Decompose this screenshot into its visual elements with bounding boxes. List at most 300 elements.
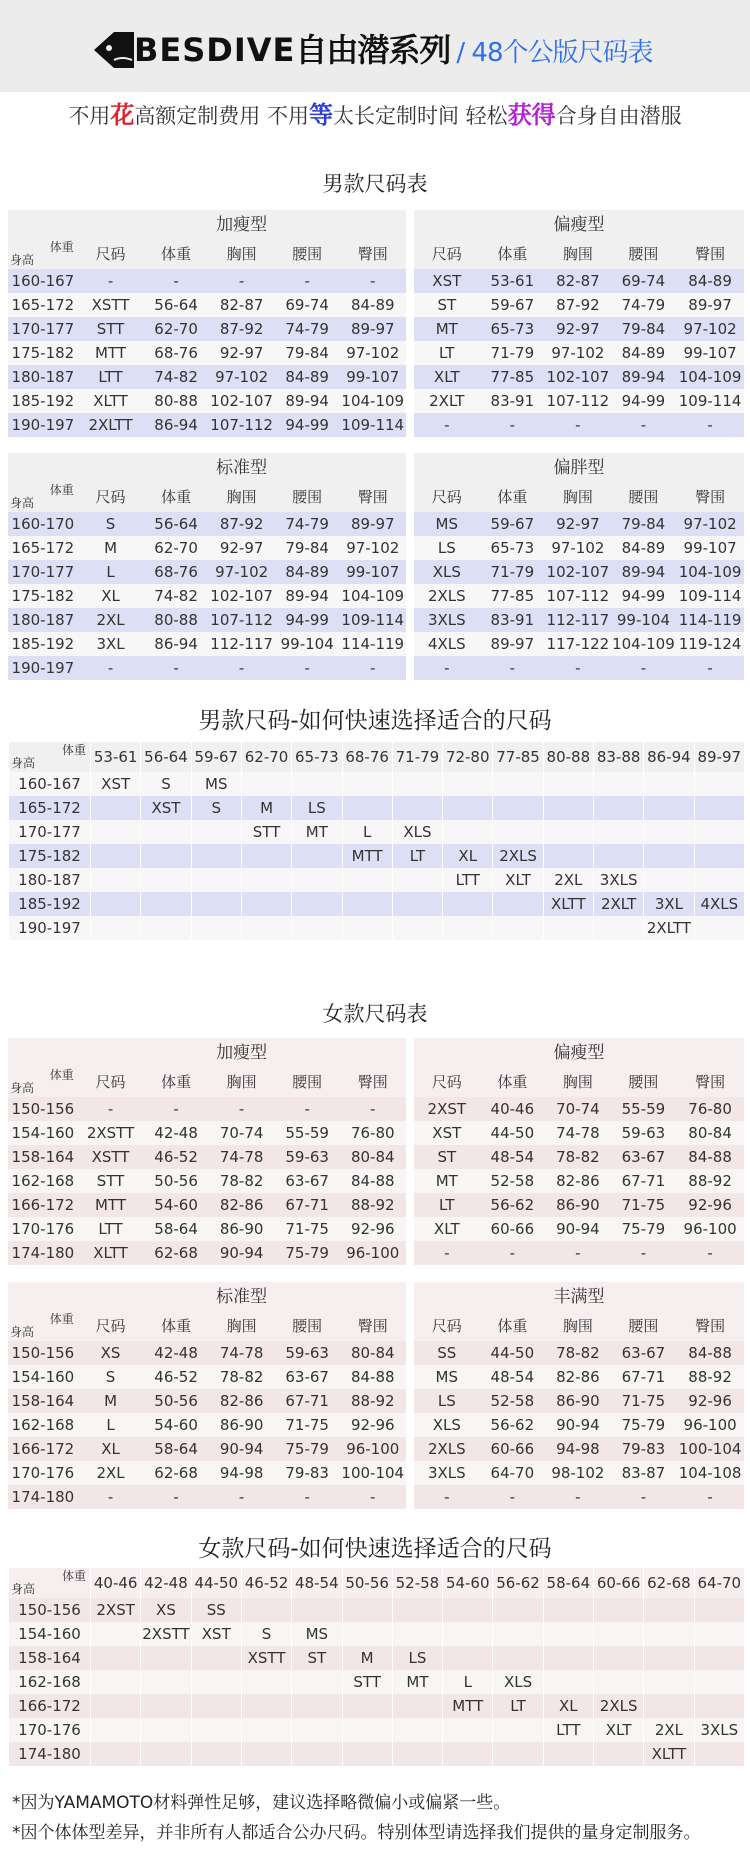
size-cell [191, 844, 241, 868]
size-cell: 90-94 [209, 1241, 275, 1265]
size-cell [543, 772, 593, 796]
size-cell [90, 1718, 140, 1742]
size-cell: 71-75 [611, 1193, 677, 1217]
size-cell: 86-90 [209, 1413, 275, 1437]
size-cell [543, 916, 593, 940]
size-cell: 58-64 [143, 1437, 209, 1461]
size-cell: - [78, 656, 144, 680]
size-cell: 65-73 [480, 536, 546, 560]
size-cell [140, 820, 190, 844]
size-cell: 74-79 [611, 293, 677, 317]
size-cell [442, 820, 492, 844]
size-cell: 79-83 [274, 1461, 340, 1485]
corner-header [8, 1568, 90, 1598]
size-cell: 99-107 [340, 560, 406, 584]
size-cell: 94-99 [274, 608, 340, 632]
table-row [8, 1169, 744, 1193]
col-header: 胸围 [209, 482, 275, 512]
women-table-1 [8, 1038, 744, 1265]
size-cell: 68-76 [143, 341, 209, 365]
weight-header: 53-61 [90, 742, 140, 772]
col-header: 尺码 [414, 1311, 480, 1341]
size-cell: 86-94 [143, 632, 209, 656]
size-cell [643, 820, 693, 844]
table-row [8, 512, 744, 536]
size-cell: 74-78 [209, 1145, 275, 1169]
weight-header: 89-97 [694, 742, 744, 772]
size-cell [241, 772, 291, 796]
table-row [8, 1742, 744, 1766]
size-cell: 48-54 [480, 1365, 546, 1389]
weight-header: 54-60 [442, 1568, 492, 1598]
weight-header: 62-68 [643, 1568, 693, 1598]
size-cell: - [611, 413, 677, 437]
size-cell [643, 1670, 693, 1694]
size-cell: MT [291, 820, 341, 844]
corner-weight-label: 体重 [49, 1068, 74, 1082]
size-cell: 97-102 [676, 512, 744, 536]
size-cell: 92-96 [340, 1217, 406, 1241]
height-range: 170-177 [8, 317, 78, 341]
size-cell: 89-97 [676, 293, 744, 317]
size-cell [90, 1646, 140, 1670]
size-cell: 63-67 [274, 1365, 340, 1389]
size-cell [492, 772, 542, 796]
size-cell [392, 1598, 442, 1622]
size-cell: 2XL [543, 868, 593, 892]
corner-weight-label: 体重 [49, 240, 74, 254]
size-cell: 107-112 [209, 608, 275, 632]
size-cell: M [342, 1646, 392, 1670]
size-cell: LTT [543, 1718, 593, 1742]
height-range: 165-172 [8, 293, 78, 317]
size-cell: 75-79 [611, 1217, 677, 1241]
size-cell: 62-68 [143, 1461, 209, 1485]
size-cell: 2XLS [492, 844, 542, 868]
size-cell [241, 916, 291, 940]
height-range: 175-182 [8, 844, 90, 868]
size-cell: 74-78 [209, 1341, 275, 1365]
size-cell [492, 1646, 542, 1670]
height-range: 185-192 [8, 389, 78, 413]
size-cell: 97-102 [545, 341, 611, 365]
size-cell: - [143, 1485, 209, 1509]
men-quick-title: 男款尺码-如何快速选择适合的尺码 [198, 708, 552, 734]
group-title-right: 偏瘦型 [414, 210, 744, 239]
height-range: 174-180 [8, 1742, 90, 1766]
size-cell: 92-96 [676, 1193, 744, 1217]
page-header [0, 0, 750, 92]
size-cell: 79-83 [611, 1437, 677, 1461]
corner-weight-label: 体重 [62, 1569, 87, 1583]
size-cell [90, 892, 140, 916]
size-cell: 2XLS [414, 1437, 480, 1461]
size-cell: LS [392, 1646, 442, 1670]
height-range: 166-172 [8, 1694, 90, 1718]
size-cell [543, 1646, 593, 1670]
size-cell [442, 772, 492, 796]
slogan-part: 不用 [68, 104, 111, 128]
size-cell: 48-54 [480, 1145, 546, 1169]
size-cell: 96-100 [340, 1437, 406, 1461]
size-cell: 94-98 [545, 1437, 611, 1461]
size-cell [90, 1694, 140, 1718]
size-cell: 84-89 [340, 293, 406, 317]
size-cell: 80-88 [143, 608, 209, 632]
size-cell [241, 1598, 291, 1622]
size-cell [90, 1622, 140, 1646]
size-cell: XLTT [543, 892, 593, 916]
gap [406, 608, 414, 632]
height-range: 162-168 [8, 1413, 78, 1437]
size-cell [342, 916, 392, 940]
gap [406, 1461, 414, 1485]
table-row [8, 608, 744, 632]
corner-header [8, 742, 90, 772]
size-cell: - [676, 1241, 744, 1265]
size-cell: 117-122 [545, 632, 611, 656]
size-cell: 71-75 [611, 1389, 677, 1413]
size-cell: 3XL [643, 892, 693, 916]
col-header: 胸围 [545, 239, 611, 269]
col-header: 体重 [480, 1067, 546, 1097]
size-cell [593, 820, 643, 844]
size-cell: XST [90, 772, 140, 796]
weight-header: 80-88 [543, 742, 593, 772]
size-cell: XS [140, 1598, 190, 1622]
size-cell: - [340, 656, 406, 680]
size-cell: 104-109 [676, 365, 744, 389]
size-cell: - [274, 1097, 340, 1121]
header-subtitle: / 48个公版尺码表 [456, 38, 653, 68]
size-cell: 119-124 [676, 632, 744, 656]
table-row [8, 1670, 744, 1694]
table-row [8, 656, 744, 680]
table-row [8, 1485, 744, 1509]
group-title-right: 偏瘦型 [414, 1038, 744, 1067]
size-cell: - [78, 1097, 144, 1121]
brand-name-cn: 自由潜系列 [295, 31, 451, 69]
size-cell: 77-85 [480, 365, 546, 389]
size-cell: 46-52 [143, 1365, 209, 1389]
size-cell: 63-67 [611, 1145, 677, 1169]
size-cell: 4XLS [414, 632, 480, 656]
size-cell [543, 1742, 593, 1766]
gap [406, 1169, 414, 1193]
corner-height-label: 身高 [11, 1582, 36, 1596]
size-cell: 87-92 [545, 293, 611, 317]
col-header: 尺码 [78, 1067, 144, 1097]
size-cell: 56-64 [143, 293, 209, 317]
size-cell: 79-84 [611, 512, 677, 536]
size-cell [543, 1598, 593, 1622]
col-header: 尺码 [414, 482, 480, 512]
size-cell: XLS [392, 820, 442, 844]
size-cell: 3XL [78, 632, 144, 656]
weight-header: 56-62 [492, 1568, 542, 1598]
size-cell [543, 1622, 593, 1646]
corner-header [8, 1311, 78, 1341]
size-cell: 86-90 [209, 1217, 275, 1241]
corner-height-label: 身高 [10, 496, 35, 510]
size-cell [140, 1694, 190, 1718]
table-row [8, 293, 744, 317]
size-cell: 97-102 [340, 341, 406, 365]
height-range: 154-160 [8, 1121, 78, 1145]
gap [406, 1067, 414, 1097]
size-cell: 107-112 [209, 413, 275, 437]
gap [406, 1485, 414, 1509]
group-title-left: 标准型 [78, 453, 406, 482]
gap [406, 365, 414, 389]
size-cell [90, 868, 140, 892]
table-row [8, 365, 744, 389]
size-cell: 99-107 [676, 341, 744, 365]
height-range: 190-197 [8, 916, 90, 940]
size-cell: XST [414, 1121, 480, 1145]
col-header: 臀围 [340, 239, 406, 269]
size-cell [694, 1670, 744, 1694]
size-cell: 78-82 [545, 1145, 611, 1169]
size-cell: 104-108 [676, 1461, 744, 1485]
weight-header: 50-56 [342, 1568, 392, 1598]
size-cell [342, 892, 392, 916]
size-cell: 2XSTT [78, 1121, 144, 1145]
size-cell: MTT [78, 1193, 144, 1217]
size-cell: 55-59 [611, 1097, 677, 1121]
header-blank [8, 1038, 78, 1067]
size-cell: 60-66 [480, 1437, 546, 1461]
size-cell: 98-102 [545, 1461, 611, 1485]
header-blank [8, 453, 78, 482]
col-header: 臀围 [676, 1311, 744, 1341]
size-cell: XSTT [78, 1145, 144, 1169]
size-cell: 55-59 [274, 1121, 340, 1145]
size-cell: 97-102 [340, 536, 406, 560]
table-row [8, 584, 744, 608]
size-cell [342, 1598, 392, 1622]
size-cell: 50-56 [143, 1169, 209, 1193]
size-cell [643, 796, 693, 820]
size-cell: 76-80 [340, 1121, 406, 1145]
size-cell: 84-89 [274, 365, 340, 389]
size-cell: 84-89 [274, 560, 340, 584]
size-cell [694, 916, 744, 940]
height-range: 190-197 [8, 413, 78, 437]
size-cell [291, 1694, 341, 1718]
size-cell: 71-79 [480, 560, 546, 584]
table-row [8, 317, 744, 341]
table-row [8, 1217, 744, 1241]
weight-header: 58-64 [543, 1568, 593, 1598]
size-cell: 94-98 [209, 1461, 275, 1485]
gap [406, 1311, 414, 1341]
table-row [8, 389, 744, 413]
size-cell: 89-97 [340, 317, 406, 341]
size-cell: 88-92 [340, 1389, 406, 1413]
size-cell [191, 1718, 241, 1742]
size-cell [492, 796, 542, 820]
size-cell: 89-94 [274, 389, 340, 413]
col-header: 体重 [143, 1311, 209, 1341]
size-cell: - [414, 413, 480, 437]
size-cell: 109-114 [676, 584, 744, 608]
size-cell: 69-74 [274, 293, 340, 317]
size-cell: XL [78, 584, 144, 608]
size-cell: 2XST [90, 1598, 140, 1622]
size-cell [694, 820, 744, 844]
weight-header: 72-80 [442, 742, 492, 772]
size-cell: - [78, 1485, 144, 1509]
size-cell: 67-71 [274, 1389, 340, 1413]
weight-header: 68-76 [342, 742, 392, 772]
size-cell [593, 796, 643, 820]
size-cell: MT [414, 1169, 480, 1193]
size-cell: XSTT [241, 1646, 291, 1670]
corner-weight-label: 体重 [49, 483, 74, 497]
size-cell: 96-100 [676, 1217, 744, 1241]
size-cell: 88-92 [340, 1193, 406, 1217]
col-header: 胸围 [209, 1067, 275, 1097]
size-cell: 64-70 [480, 1461, 546, 1485]
group-title-right: 丰满型 [414, 1282, 744, 1311]
size-cell: 59-67 [480, 512, 546, 536]
size-cell: 59-63 [274, 1145, 340, 1169]
size-cell [694, 1694, 744, 1718]
size-cell: L [342, 820, 392, 844]
col-header: 体重 [480, 239, 546, 269]
size-cell [392, 916, 442, 940]
size-cell: ST [414, 1145, 480, 1169]
gap [406, 239, 414, 269]
size-cell: 71-75 [274, 1413, 340, 1437]
size-cell: LTT [442, 868, 492, 892]
size-cell [140, 1742, 190, 1766]
size-cell: 65-73 [480, 317, 546, 341]
size-cell [392, 1718, 442, 1742]
size-cell: 82-86 [209, 1193, 275, 1217]
size-cell: 54-60 [143, 1413, 209, 1437]
size-cell: ST [414, 293, 480, 317]
size-cell: STT [78, 1169, 144, 1193]
height-range: 170-176 [8, 1461, 78, 1485]
group-title-right: 偏胖型 [414, 453, 744, 482]
weight-header: 46-52 [241, 1568, 291, 1598]
col-header: 尺码 [78, 482, 144, 512]
size-cell: STT [241, 820, 291, 844]
height-range: 170-176 [8, 1718, 90, 1742]
size-cell: 112-117 [545, 608, 611, 632]
gap [406, 1193, 414, 1217]
size-cell: - [480, 656, 546, 680]
size-cell: 83-87 [611, 1461, 677, 1485]
size-cell: 87-92 [209, 317, 275, 341]
corner-height-label: 身高 [10, 253, 35, 267]
table-row [8, 1145, 744, 1169]
size-cell: XL [78, 1437, 144, 1461]
size-cell [342, 868, 392, 892]
size-cell: MS [291, 1622, 341, 1646]
size-cell [442, 892, 492, 916]
gap [406, 1217, 414, 1241]
height-range: 150-156 [8, 1097, 78, 1121]
size-cell: XLTT [78, 1241, 144, 1265]
size-cell: 2XLT [414, 389, 480, 413]
size-cell [593, 1670, 643, 1694]
size-cell [593, 1646, 643, 1670]
size-cell [191, 916, 241, 940]
gap [406, 413, 414, 437]
size-cell: 54-60 [143, 1193, 209, 1217]
size-cell: 3XLS [414, 1461, 480, 1485]
size-cell [392, 1622, 442, 1646]
height-range: 170-177 [8, 820, 90, 844]
size-cell: 70-74 [545, 1097, 611, 1121]
height-range: 175-182 [8, 341, 78, 365]
col-header: 腰围 [611, 1311, 677, 1341]
size-cell [140, 1718, 190, 1742]
size-cell: M [241, 796, 291, 820]
weight-header: 60-66 [593, 1568, 643, 1598]
table-row [8, 341, 744, 365]
size-cell: MS [191, 772, 241, 796]
col-header: 腰围 [274, 239, 340, 269]
size-cell: 97-102 [209, 560, 275, 584]
col-header: 臀围 [340, 482, 406, 512]
size-cell [593, 1742, 643, 1766]
gap [406, 210, 414, 239]
note-2: *因个体体型差异，并非所有人都适合公办尺码。特别体型请选择我们提供的量身定制服务。 [12, 1823, 701, 1843]
size-cell [140, 916, 190, 940]
size-cell [191, 892, 241, 916]
size-cell [90, 844, 140, 868]
size-cell: 102-107 [209, 389, 275, 413]
size-cell: 89-94 [274, 584, 340, 608]
size-cell: 69-74 [611, 269, 677, 293]
height-range: 174-180 [8, 1485, 78, 1509]
size-cell: XLS [492, 1670, 542, 1694]
size-cell [643, 1694, 693, 1718]
size-cell: 74-82 [143, 584, 209, 608]
gap [406, 1341, 414, 1365]
size-cell: XLTT [643, 1742, 693, 1766]
size-cell: 59-67 [480, 293, 546, 317]
size-cell: 100-104 [676, 1437, 744, 1461]
size-cell: 107-112 [545, 389, 611, 413]
table-row [8, 1437, 744, 1461]
size-cell: - [676, 413, 744, 437]
size-cell [643, 844, 693, 868]
weight-header: 56-64 [140, 742, 190, 772]
gap [406, 341, 414, 365]
table-row [8, 892, 744, 916]
size-cell [342, 1742, 392, 1766]
size-cell: 75-79 [274, 1437, 340, 1461]
size-cell [90, 1670, 140, 1694]
size-cell: M [78, 1389, 144, 1413]
size-cell [241, 868, 291, 892]
table-row [8, 536, 744, 560]
size-cell: - [340, 269, 406, 293]
size-cell: 56-62 [480, 1413, 546, 1437]
size-cell: 2XLS [414, 584, 480, 608]
size-cell: - [274, 656, 340, 680]
size-cell: MTT [78, 341, 144, 365]
size-cell: - [545, 1485, 611, 1509]
size-cell [694, 868, 744, 892]
size-cell: 74-79 [274, 317, 340, 341]
size-cell: 78-82 [209, 1365, 275, 1389]
